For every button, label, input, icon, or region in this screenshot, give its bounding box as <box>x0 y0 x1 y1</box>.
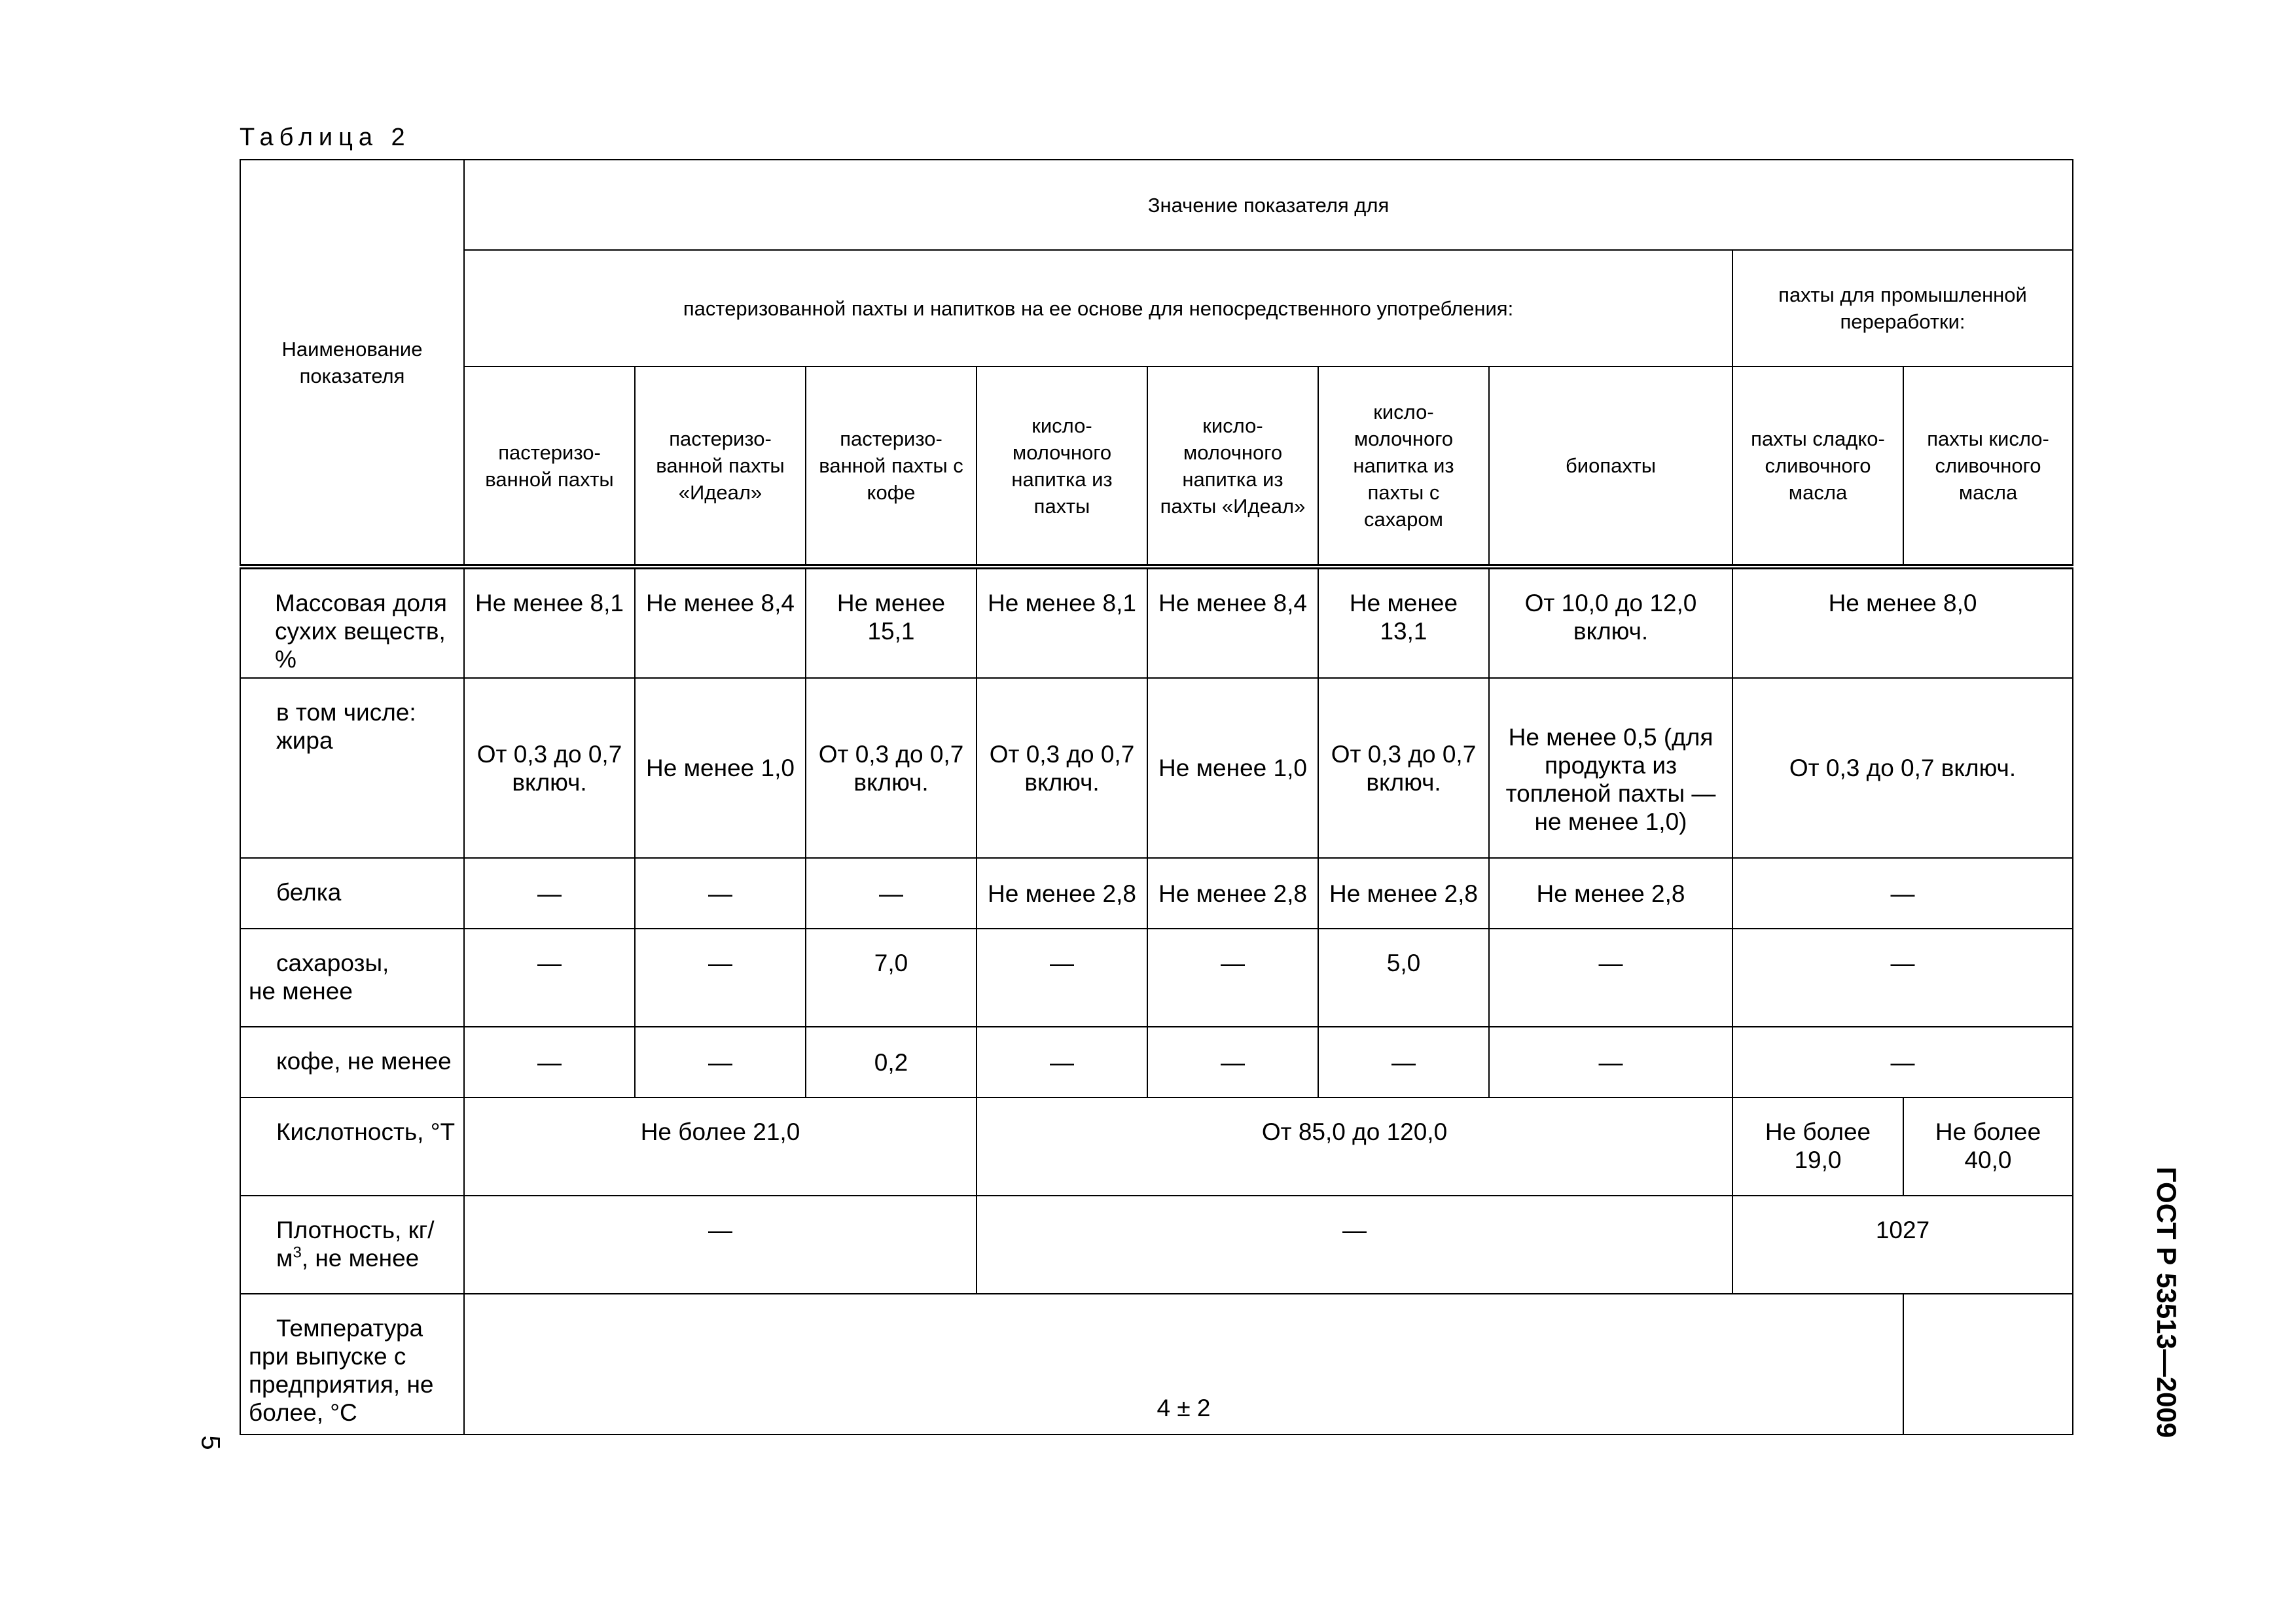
standard-title: ГОСТ Р 53513—2009 <box>2151 1166 2182 1438</box>
table-cell: — <box>1147 1027 1318 1097</box>
table-cell: — <box>977 1027 1147 1097</box>
table-row-acidity <box>240 1097 2073 1196</box>
table-row-protein <box>240 858 2073 929</box>
table-cell: Не менее 8,0 <box>1732 567 2073 678</box>
table-cell: — <box>464 1027 635 1097</box>
row-name-sucrose: сахарозы, не менее <box>240 929 464 1027</box>
header-indicator-name: Наименование показателя <box>240 160 464 567</box>
table-cell: Не менее 2,8 <box>1147 858 1318 929</box>
table-cell: — <box>1732 1027 2073 1097</box>
header-row-3 <box>240 366 2073 567</box>
specifications-table <box>240 159 2073 1435</box>
header-col-8: пахты сладко-сливочного масла <box>1732 366 1903 567</box>
table-cell: — <box>635 858 806 929</box>
table-cell: — <box>1318 1027 1489 1097</box>
row-name-dry-matter: Массовая доля сухих веществ, % <box>240 567 464 678</box>
header-row-2 <box>240 250 2073 366</box>
table-cell: — <box>977 929 1147 1027</box>
row-name-protein: белка <box>240 858 464 929</box>
header-group-industrial: пахты для промышленной переработки: <box>1732 250 2073 366</box>
header-col-5: кисло-молочного напитка из пахты «Идеал» <box>1147 366 1318 567</box>
header-group-direct: пастеризованной пахты и напитков на ее основе для непосредственного употребления: <box>464 250 1732 366</box>
table-row-density <box>240 1196 2073 1294</box>
row-name-coffee: кофе, не менее <box>240 1027 464 1097</box>
row-name-temperature: Температура при выпуске с предприятия, не более, °С <box>240 1294 464 1435</box>
table-cell: Не менее 8,4 <box>1147 567 1318 678</box>
header-col-4: кисло-молочного напитка из пахты <box>977 366 1147 567</box>
header-col-7: биопахты <box>1489 366 1732 567</box>
header-col-6: кисло-молочного напитка из пахты с сахаром <box>1318 366 1489 567</box>
table-cell: — <box>1489 1027 1732 1097</box>
table-cell: — <box>464 929 635 1027</box>
table-cell: 1027 <box>1732 1196 2073 1294</box>
table-cell: 0,2 <box>806 1027 977 1097</box>
table-cell: От 0,3 до 0,7 включ. <box>1318 678 1489 858</box>
table-cell: Не менее 1,0 <box>1147 678 1318 858</box>
table-row-coffee <box>240 1027 2073 1097</box>
table-cell: — <box>1489 929 1732 1027</box>
table-cell: От 0,3 до 0,7 включ. <box>464 678 635 858</box>
header-row-1 <box>240 160 2073 250</box>
table-cell: От 85,0 до 120,0 <box>977 1097 1732 1196</box>
table-cell: 5,0 <box>1318 929 1489 1027</box>
table-cell: Не более 40,0 <box>1903 1097 2073 1196</box>
table-row-fat <box>240 678 2073 858</box>
header-col-1: пастеризо-ванной пахты <box>464 366 635 567</box>
header-col-2: пастеризо-ванной пахты «Идеал» <box>635 366 806 567</box>
row-name-density <box>240 1196 464 1294</box>
table-cell: От 0,3 до 0,7 включ. <box>977 678 1147 858</box>
header-col-9: пахты кисло-сливочного масла <box>1903 366 2073 567</box>
table-cell: Не менее 8,4 <box>635 567 806 678</box>
row-name-acidity: Кислотность, °Т <box>240 1097 464 1196</box>
table-cell: Не менее 13,1 <box>1318 567 1489 678</box>
table-cell: — <box>977 1196 1732 1294</box>
row-name-fat: в том числе: жира <box>240 678 464 858</box>
table-cell: Не более 19,0 <box>1732 1097 1903 1196</box>
table-cell: — <box>464 1196 977 1294</box>
table-cell: От 0,3 до 0,7 включ. <box>806 678 977 858</box>
table-cell: — <box>635 1027 806 1097</box>
table-cell: Не менее 2,8 <box>1489 858 1732 929</box>
table-cell: От 0,3 до 0,7 включ. <box>1732 678 2073 858</box>
table-cell: — <box>635 929 806 1027</box>
table-cell: Не более 21,0 <box>464 1097 977 1196</box>
table-cell: Не менее 2,8 <box>1318 858 1489 929</box>
table-cell: Не менее 8,1 <box>977 567 1147 678</box>
table-cell: — <box>1147 929 1318 1027</box>
table-cell: Не менее 1,0 <box>635 678 806 858</box>
table-cell: 4 ± 2 <box>464 1294 1903 1435</box>
table-row-dry-matter <box>240 567 2073 678</box>
table-cell: — <box>1732 858 2073 929</box>
table-row-sucrose <box>240 929 2073 1027</box>
table-cell: Не менее 15,1 <box>806 567 977 678</box>
table-cell: Не менее 8,1 <box>464 567 635 678</box>
header-value-for: Значение показателя для <box>464 160 2073 250</box>
table-cell: От 10,0 до 12,0 включ. <box>1489 567 1732 678</box>
table-cell: 7,0 <box>806 929 977 1027</box>
header-col-3: пастеризо-ванной пахты с кофе <box>806 366 977 567</box>
table-cell: Не менее 0,5 (для продукта из топленой пахты — не менее 1,0) <box>1489 678 1732 858</box>
table-caption: Таблица 2 <box>240 124 411 151</box>
table-row-temperature <box>240 1294 2073 1435</box>
density-label: Плотность, $кг/м^3$, не менее <box>276 1217 435 1272</box>
table-cell: — <box>1732 929 2073 1027</box>
table-cell-empty <box>1903 1294 2073 1435</box>
table-cell: Не менее 2,8 <box>977 858 1147 929</box>
table-cell: — <box>806 858 977 929</box>
table-cell: — <box>464 858 635 929</box>
page-number: 5 <box>196 1435 225 1450</box>
